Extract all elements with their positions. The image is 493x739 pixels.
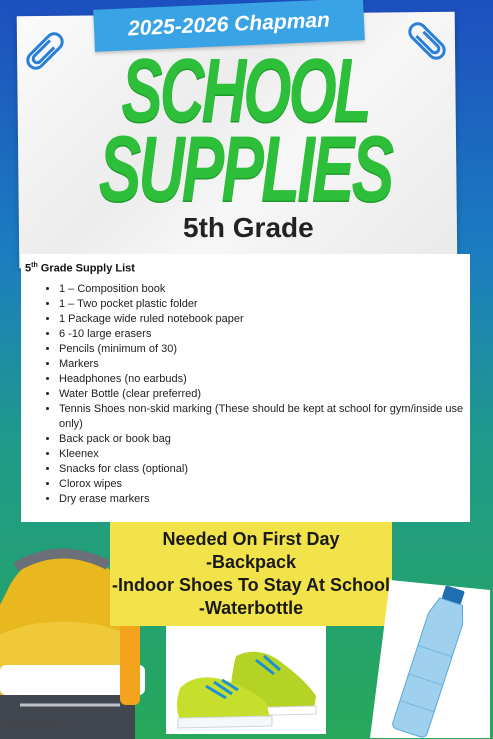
list-item: • Tennis Shoes non-skid marking (These should be kept at school for gym/inside use only) (59, 402, 484, 432)
list-item: • 6 -10 large erasers (59, 327, 484, 342)
first-day-heading: Needed On First Day (162, 529, 340, 549)
first-day-item-backpack: -Backpack (205, 552, 297, 572)
supply-list (39, 282, 484, 507)
list-item: • Headphones (no earbuds) (59, 372, 484, 387)
list-item: • Dry erase markers (59, 492, 484, 507)
first-day-item-indoor-shoes: -Indoor Shoes To Stay At School (111, 575, 390, 595)
sneakers-image (166, 626, 326, 734)
water-bottle-image (370, 580, 490, 738)
banner-text: 2025-2026 Chapman (127, 8, 331, 41)
list-item: • Back pack or book bag (59, 432, 484, 447)
list-item: • 1 Package wide ruled notebook paper (59, 312, 484, 327)
supply-list-panel (21, 254, 470, 522)
list-item: • Markers (59, 357, 484, 372)
list-item: • 1 – Two pocket plastic folder (59, 297, 484, 312)
first-day-note (110, 522, 392, 626)
list-item: • Kleenex (59, 447, 484, 462)
list-item: • Snacks for class (optional) (59, 462, 484, 477)
list-item: • Pencils (minimum of 30) (59, 342, 484, 357)
list-item: • Clorox wipes (59, 477, 484, 492)
supply-list-heading: 5th Grade Supply List (25, 262, 135, 275)
image-credit: Getty Stock (8, 718, 55, 728)
first-day-item-waterbottle: -Waterbottle (198, 598, 304, 618)
grade-label: 5th Grade (183, 212, 314, 243)
title-line-school: SCHOOL (121, 41, 369, 142)
list-item: • Water Bottle (clear preferred) (59, 387, 484, 402)
title-line-supplies: SUPPLIES (98, 116, 392, 221)
list-item: • 1 – Composition book (59, 282, 484, 297)
